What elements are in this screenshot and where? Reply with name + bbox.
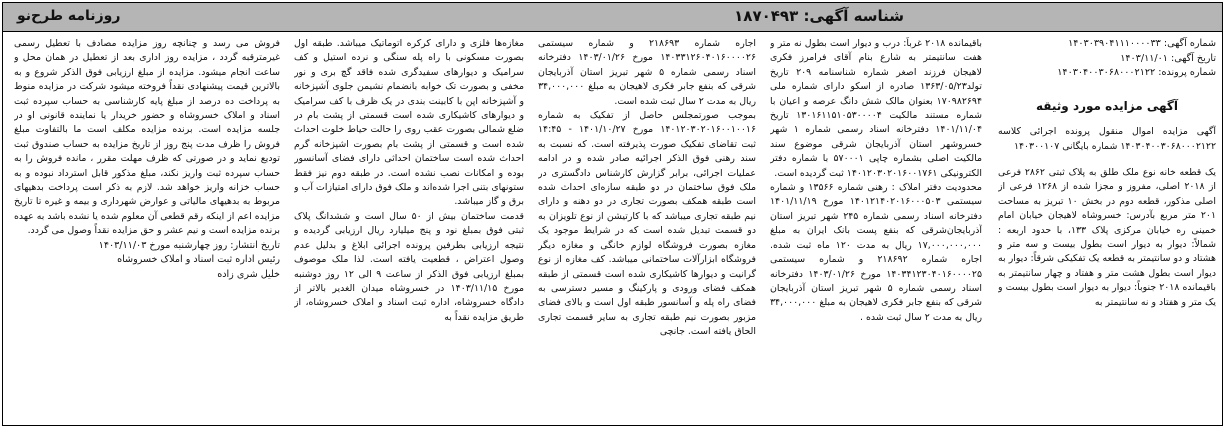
column-4 <box>294 37 524 421</box>
notice-intro: آگهی مزایده اموال منقول پرونده اجرائی کلاسه ۱۴۰۳۰۴۰۰۳۰۶۸۰۰۰۲۱۲۲ شماره بایگانی ۱۴۰۳۰۰۱۰۷ <box>998 126 1216 152</box>
owner-and-restrictions: باقیمانده ۲۰۱۸ غرباً: درب و دیوار است بطول نه متر و هفت سانتیمتر به شارع بنام آقای فرامرز فکری لاهیجان فرزند اصغر شماره شناسنامه ۲۰۹ تاریخ تولد۱۳۶۳/۰۵/۲۳ صادره از اسکو دارای شماره ملی ۱۷۰۹۸۲۶۹۴ بعنوان مالک شش دانگ عرصه و اعیان با شماره مستند مالکیت ۱۳۰۱۶۱۱۵۱۰۵۳۰۰۰۰۴ تاریخ ۱۴۰۱/۱۱/۰۴ دفترخانه اسناد رسمی شماره ۱ شهر خسروشهر استان آذربایجان شرقی موضوع سند مالکیت اصلی بشماره چاپی ۵۷۰۰۰۱ با شماره دفتر الکترونیکی ۱۴۰۱۲۰۳۰۲۰۱۶۰۰۱۷۶۱ ثبت گردیده است. محدودیت دفتر املاک : رهنی شماره ۱۳۵۶۶ و شماره سیستمی ۱۴۰۱۲۱۴۰۲۰۱۶۰۰۰۵۰۳ مورخ ۱۴۰۱/۱۱/۱۹ دفترخانه اسناد رسمی شماره ۲۴۵ شهر تبریز استان آذربایجان‌شرقی که بنفع پست بانک ایران به مبلغ ۱۷,۰۰۰,۰۰۰,۰۰۰ ریال به مدت ۱۲۰ ماه ثبت شده. اجاره شماره ۲۱۸۶۹۲ و شماره سیستمی ۱۴۰۳۴۱۲۳۰۴۰۱۶۰۰۰۰۲۵ مورخ ۱۴۰۳/۰۱/۲۶ دفترخانه اسناد رسمی شماره ۵ شهر تبریز استان آذربایجان شرقی که بنفع جابر فکری لاهیجان به مبلغ ۳۴,۰۰۰,۰۰۰ ریال به مدت ۲ سال ثبت شده . <box>770 38 982 323</box>
building-and-auction-details: مغازه‌ها فلزی و دارای کرکره اتوماتیک میباشد. طبقه اول بصورت مسکونی با راه پله سنگی و نرده استیل و کف سرامیک و دیوارهای سفیدگری شده فاقد گچ بری و نور مخفی و بصورت تک خوابه بانضمام نشیمن جلوی آشپزخانه و آشپزخانه اپن با کابینت بندی در یک ظرف با کف سرامیک و دیوارهای کاشیکاری شده است قسمتی از پشت بام در ضلع شمالی بصورت عقب روی را حالت حیاط خلوت احداث شده است و قسمتی از پشت بام بصورت اشپزخانه گرم احداث شده است ساختمان احداثی دارای فضای آسانسور بوده و امکانات نصب نشده است. در طبقه دوم نیز فقط ستونهای بتنی اجرا شده‌اند و ملک فوق دارای امتیازات آب و برق و گاز میباشد. قدمت ساختمان بیش از ۵۰ سال است و ششدانگ پلاک ثبتی فوق بمبلغ نود و پنج میلیارد ریال ارزیابی گردیده و نتیجه ارزیابی بطرفین پرونده اجرائی ابلاغ و بدلیل عدم وصول اعتراض ، قطعیت یافته است. لذا ملک موصوف بمبلغ ارزیابی فوق الذکر از ساعت ۹ الی ۱۲ روز دوشنبه مورخ ۱۴۰۳/۱۱/۱۵ در خسروشاه میدان الغدیر بالاتر از دادگاه خسروشاه، اداره ثبت اسناد و املاک خسروشاه، از طریق مزایده نقداً به <box>294 38 524 323</box>
signature-name: خلیل شری زاده <box>217 268 280 280</box>
column-2 <box>770 37 982 421</box>
notice-id-value: ۱۸۷۰۴۹۳ <box>734 7 799 25</box>
column-1 <box>998 37 1216 421</box>
column-3 <box>538 37 756 421</box>
notice-id-label: شناسه آگهی: <box>803 7 904 25</box>
notice-id <box>734 7 904 25</box>
newspaper-name: روزنامه طرح‌نو <box>17 8 121 24</box>
publish-date: تاریخ انتشار: روز چهارشنبه مورخ ۱۴۰۳/۱۱/۰۳ <box>98 239 280 251</box>
auction-terms: فروش می رسد و چنانچه روز مزایده مصادف با تعطیل رسمی غیرمترقبه گردد ، مزایده روز اداری بعد از تعطیل در همان محل و ساعت انجام میشود. مزایده از مبلغ ارزیابی فوق الذکر شروع و به بالاترین قیمت پیشنهادی نقداً فروخته میشود شرکت در مزایده منوط به پرداخت ده درصد از مبلغ پایه کارشناسی به حساب سپرده ثبت اسناد و املاک خسروشاه و حضور خریدار یا نماینده قانونی او در جلسه مزایده است. برنده مزایده مکلف است ما بالتفاوت مبلغ فروش را ظرف مدت پنج روز از تاریخ مزایده به حساب صندوق ثبت تودیع نماید و در صورتی که ظرف مهلت مقرر ، مانده فروش را به حساب سپرده ثبت واریز نکند، مبلغ مذکور قابل استرداد نبوده و به حساب خزانه واریز خواهد شد. لازم به ذکر است پرداخت بدهیهای مربوط به بدهیهای مالیاتی و عوارض شهرداری و بیمه و غیره تا تاریخ مزایده اعم از اینکه رقم قطعی آن معلوم شده یا نشده باشد به عهده برنده مزایده است و نیم عشر و حق مزایده نقداً وصول می گردد. <box>14 38 280 237</box>
notice-title: آگهی مزایده مورد وثیقه <box>1035 98 1178 113</box>
notice-date: تاریخ آگهی: ۱۴۰۳/۱۱/۰۱ <box>1120 52 1216 64</box>
property-description: یک قطعه خانه نوع ملک طلق به پلاک ثبتی ۲۸۶۲ فرعی از ۲۰۱۸ اصلی، مفروز و مجزا شده از ۱۲۶۸ فرعی از اصلی مذکور، قطعه دوم در بخش ۱۰ تبریز به مساحت ۲۰۱ متر مربع بآدرس: خسروشاه لاهیجان خیابان امام خمینی ره خیابان مرکزی پلاک ۱۳۳، با حدود اربعه : شمالاً: دیوار به دیوار است بطول بیست و سه متر و هشتاد و دو سانتیمتر به قطعه یک تفکیکی شرقاً: دیوار به دیوار است بطول هشت متر و هفتاد و چهار سانتیمتر به باقیمانده ۲۰۱۸ جنوباً: دیوار به دیوار است بطول بیست و یک متر و هفتاد و نه سانتیمتر به <box>998 167 1216 308</box>
notice-header-bar <box>3 3 1222 32</box>
lease-and-building-details: اجاره شماره ۲۱۸۶۹۳ و شماره سیستمی ۱۴۰۳۳۱۲۶۰۴۰۱۶۰۰۰۰۲۶ مورخ ۱۴۰۳/۰۱/۲۶ دفترخانه اسناد رسمی شماره ۵ شهر تبریز استان آذربایجان شرقی که بنفع جابر فکری لاهیجان به مبلغ ۳۴,۰۰۰,۰۰۰ ریال به مدت ۲ سال ثبت شده است. بموجب صورتمجلس حاصل از تفکیک به شماره ۱۴۰۱۲۰۳۰۲۰۱۶۰۰۱۰۰۱۶ مورخ ۱۴۰۱/۱۰/۲۷ - ۱۴:۴۵ ثبت تقاضای تفکیک صورت پذیرفته است. که نسبت به سند رهنی فوق الذکر اجرائیه صادر شده و در ادامه عملیات اجرائی، برابر گزارش کارشناس دادگستری در ملک فوق ساختمان در دو طبقه سازه‌ای احداث شده است طبقه همکف بصورت تجاری در دو دهنه و دارای نیم طبقه تجاری میباشد که با کارتیشن از نوع تلویزان به دو قسمت تبدیل شده است که در شرایط موجود یک مغازه بصورت فروشگاه لوازم خانگی و مغازه دیگر فروشگاه ابزارآلات ساختمانی میباشد. کف مغازه از نوع گرانیت و دیوارها کاشیکاری شده است قسمتی از طبقه همکف فضای ورودی و پارکینگ و مسیر دسترسی به فضای راه پله و آسانسور طبقه اول است و بالای فضای مزبور بصورت نیم طبقه تجاری به سایر قسمت تجاری الحاق یافته است. جانچی <box>538 38 756 338</box>
column-5 <box>14 37 280 421</box>
notice-number: شماره آگهی: ۱۴۰۳۰۳۹۰۴۱۱۱۰۰۰۰۳۳ <box>1068 38 1216 49</box>
newspaper-notice <box>2 2 1223 426</box>
file-number: شماره پرونده: ۱۴۰۳۰۴۰۰۳۰۶۸۰۰۰۲۱۲۲ <box>1057 67 1216 79</box>
signature-title: رئیس اداره ثبت اسناد و املاک خسروشاه <box>117 254 280 266</box>
